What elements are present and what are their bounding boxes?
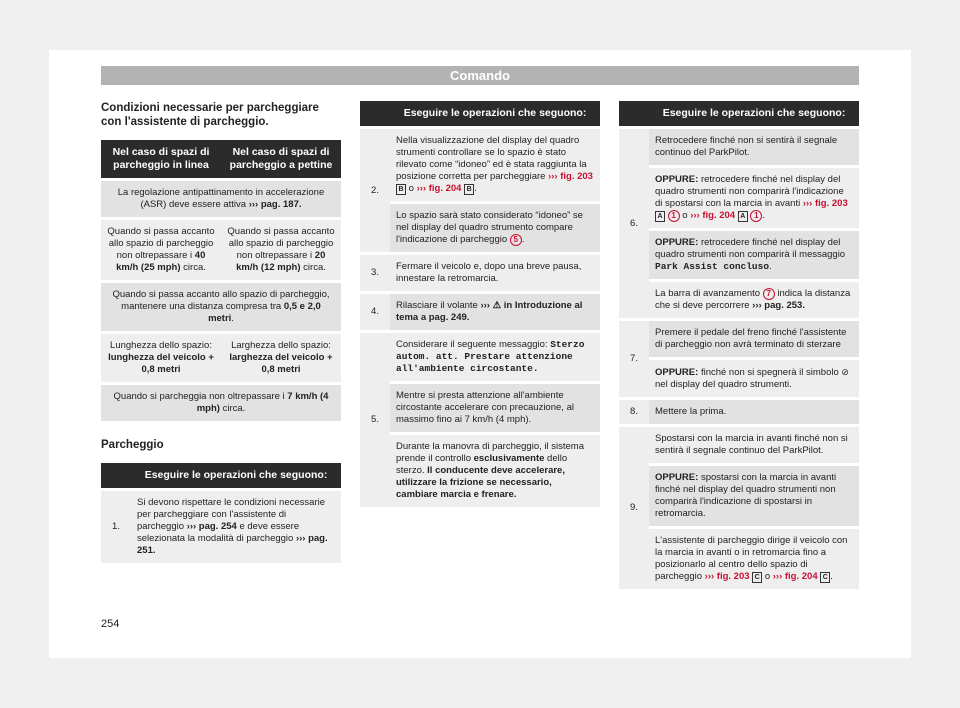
callout-number-icon: 5 [510, 234, 522, 246]
section-banner: Comando [101, 66, 859, 85]
condition-width: Larghezza dello spazio: larghezza del veicolo + 0,8 metri [221, 334, 341, 382]
step-5c-text: Durante la manovra di parcheggio, il sistema prende il controllo esclusivamente dello sterzo. Il conducente deve accelerare, utilizzare la frizione se necessario, cambiare marcia e frenare. [390, 435, 600, 507]
page-number: 254 [101, 618, 120, 630]
step-2a-text: Nella visualizzazione del display del quadro strumenti controllare se lo spazio è stato rilevato come “idoneo” ed è stata raggiunta la posizione corretta per parcheggiare ››› fig. 203 B o ››› fig. 204 B . [390, 129, 600, 201]
th-pettine: Nel caso di spazi di parcheggio a pettine [221, 140, 341, 178]
column-1 [101, 101, 341, 566]
step-number: 3. [360, 255, 390, 291]
th-ops: Eseguire le operazioni che seguono: [390, 101, 600, 126]
figure-label-icon: A [655, 211, 665, 222]
figure-label-icon: A [738, 211, 748, 222]
step-6d-text: La barra di avanzamento 7 indica la distanza che si deve percorrere ››› pag. 253. [649, 282, 859, 318]
park-assist-symbol-icon: ⊘ [841, 367, 849, 377]
step-5b-text: Mentre si presta attenzione all'ambiente circostante accelerare con precauzione, al massimo fino ai 7 km/h (4 mph). [390, 384, 600, 432]
condition-distance: Quando si passa accanto allo spazio di parcheggio, mantenere una distanza compresa tra 0,5 e 2,0 metri. [101, 283, 341, 331]
column-3 [619, 101, 859, 592]
step-number: 4. [360, 294, 390, 330]
condition-speed-pettine: Quando si passa accanto allo spazio di parcheggio non oltrepassare i 20 km/h (12 mph) circa. [221, 220, 341, 280]
step-1-text: Si devono rispettare le condizioni necessarie per parcheggiare con l'assistente di parcheggio ››› pag. 254 e deve essere selezionata la modalità di parcheggio ››› pag. 251. [131, 491, 341, 563]
step-2b-text: Lo spazio sarà stato considerato “idoneo” se nel display del quadro strumento compare l'indicazione di parcheggio 5 . [390, 204, 600, 252]
step-number: 7. [619, 321, 649, 397]
condition-speed-linea: Quando si passa accanto allo spazio di parcheggio non oltrepassare i 40 km/h (25 mph) circa. [101, 220, 221, 280]
conditions-table [101, 137, 341, 424]
step-9c-text: L'assistente di parcheggio dirige il veicolo con la marcia in avanti o in retromarcia fino a posizionarlo al centro dello spazio di parcheggio ››› fig. 203 C o ››› fig. 204 C . [649, 529, 859, 589]
steps-table-3 [619, 98, 859, 592]
condition-asr: La regolazione antipattinamento in accelerazione (ASR) deve essere attiva ››› pag. 187. [101, 181, 341, 217]
th-ops: Eseguire le operazioni che seguono: [131, 463, 341, 488]
step-number: 5. [360, 333, 390, 507]
column-2 [360, 101, 600, 510]
step-7a-text: Premere il pedale del freno finché l'assistente di parcheggio non avrà terminato di sterzare [649, 321, 859, 357]
figure-label-icon: B [396, 184, 406, 195]
steps-table-2 [360, 98, 600, 510]
parcheggio-heading: Parcheggio [101, 439, 164, 451]
step-3-text: Fermare il veicolo e, dopo una breve pausa, innestare la retromarcia. [390, 255, 600, 291]
step-number: 1. [101, 491, 131, 563]
step-7b-text: OPPURE: finché non si spegnerà il simbolo ⊘ nel display del quadro strumenti. [649, 360, 859, 397]
callout-number-icon: 1 [750, 210, 762, 222]
step-6a-text: Retrocedere finché non si sentirà il segnale continuo del ParkPilot. [649, 129, 859, 165]
steps-table-1 [101, 460, 341, 566]
th-ops: Eseguire le operazioni che seguono: [649, 101, 859, 126]
callout-number-icon: 1 [668, 210, 680, 222]
figure-label-icon: C [820, 572, 830, 583]
step-6c-text: OPPURE: retrocedere finché nel display del quadro strumenti non comparirà il messaggio Park Assist concluso. [649, 231, 859, 279]
step-5a-text: Considerare il seguente messaggio: Sterzo autom. att. Prestare attenzione all'ambiente circostante. [390, 333, 600, 381]
th-linea: Nel caso di spazi di parcheggio in linea [101, 140, 221, 178]
step-number: 8. [619, 400, 649, 424]
step-8-text: Mettere la prima. [649, 400, 859, 424]
conditions-heading: Condizioni necessarie per parcheggiare con l'assistente di parcheggio. [101, 102, 319, 128]
figure-label-icon: B [464, 184, 474, 195]
step-6b-text: OPPURE: retrocedere finché nel display del quadro strumenti non comparirà l'indicazione di spostarsi con la marcia in avanti ››› fig. 203 A 1 o ››› fig. 204 A 1 . [649, 168, 859, 228]
condition-length: Lunghezza dello spazio: lunghezza del veicolo + 0,8 metri [101, 334, 221, 382]
step-4-text: Rilasciare il volante ››› ⚠ in Introduzione al tema a pag. 249. [390, 294, 600, 330]
step-number: 6. [619, 129, 649, 318]
step-number: 9. [619, 427, 649, 589]
condition-parking-speed: Quando si parcheggia non oltrepassare i 7 km/h (4 mph) circa. [101, 385, 341, 421]
figure-label-icon: C [752, 572, 762, 583]
step-9a-text: Spostarsi con la marcia in avanti finché non si sentirà il segnale continuo del ParkPilot. [649, 427, 859, 463]
step-9b-text: OPPURE: spostarsi con la marcia in avanti finché nel display del quadro strumenti non comparirà l'indicazione di spostarsi in retromarcia. [649, 466, 859, 526]
step-number: 2. [360, 129, 390, 252]
callout-number-icon: 7 [763, 288, 775, 300]
